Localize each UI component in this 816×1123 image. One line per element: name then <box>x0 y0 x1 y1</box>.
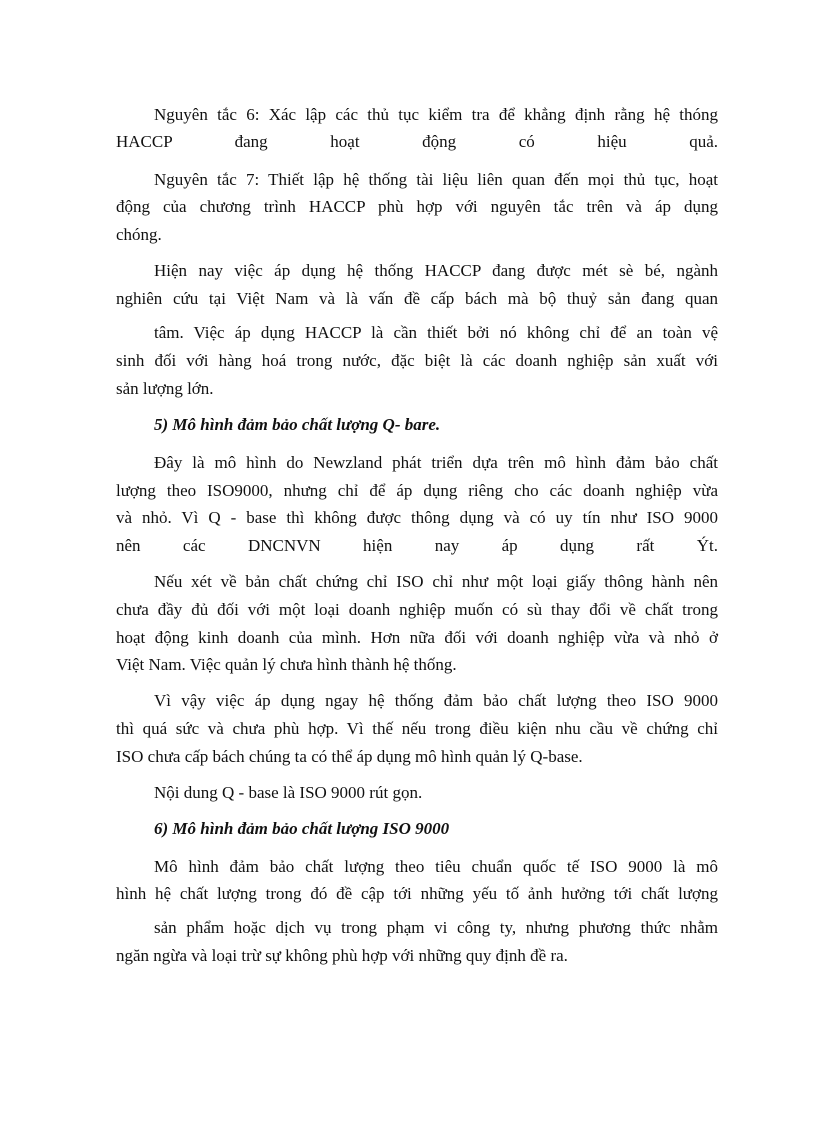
text-line: HACCP đang hoạt động có hiệu quả. <box>116 132 718 151</box>
text-line: sinh đối với hàng hoá trong nước, đặc biệt là các doanh nghiệp sản xuất với <box>116 351 718 370</box>
text-line: Đây là mô hình do Newzland phát triển dựa trên mô hình đảm bảo chất <box>154 453 718 472</box>
text-line: Hiện nay việc áp dụng hệ thống HACCP đang được mét sè bé, ngành <box>154 261 718 280</box>
text-line: chóng. <box>116 225 162 244</box>
text-line: Nguyên tắc 7: Thiết lập hệ thống tài liệu liên quan đến mọi thủ tục, hoạt <box>154 170 718 189</box>
text-line: nên các DNCNVN hiện nay áp dụng rất Ýt. <box>116 536 718 555</box>
text-line: động của chương trình HACCP phù hợp với nguyên tắc trên và áp dụng <box>116 197 718 216</box>
text-line: Mô hình đảm bảo chất lượng theo tiêu chuẩn quốc tế ISO 9000 là mô <box>154 857 718 876</box>
text-line: lượng theo ISO9000, nhưng chỉ để áp dụng riêng cho các doanh nghiệp vừa <box>116 481 718 500</box>
text-line: ngăn ngừa và loại trừ sự không phù hợp với những quy định đề ra. <box>116 946 568 965</box>
text-line: sản lượng lớn. <box>116 379 214 398</box>
text-line: Nội dung Q - base là ISO 9000 rút gọn. <box>154 783 423 802</box>
text-line: hình hệ chất lượng trong đó đề cập tới những yếu tố ảnh hưởng tới chất lượng <box>116 884 718 903</box>
text-line: Việt Nam. Việc quản lý chưa hình thành hệ thống. <box>116 655 457 674</box>
text-line: thì quá sức và chưa phù hợp. Vì thế nếu trong điều kiện nhu cầu về chứng chỉ <box>116 719 718 738</box>
text-line: hoạt động kinh doanh của mình. Hơn nữa đối với doanh nghiệp vừa và nhỏ ở <box>116 628 718 647</box>
text-line: Nếu xét về bản chất chứng chỉ ISO chỉ như một loại giấy thông hành nên <box>154 572 718 591</box>
text-line: sản phẩm hoặc dịch vụ trong phạm vi công ty, nhưng phương thức nhằm <box>154 918 718 937</box>
text-line: Vì vậy việc áp dụng ngay hệ thống đảm bảo chất lượng theo ISO 9000 <box>154 691 718 710</box>
text-line: ISO chưa cấp bách chúng ta có thể áp dụng mô hình quản lý Q-base. <box>116 747 583 766</box>
text-line: Nguyên tắc 6: Xác lập các thủ tục kiểm tra để khẳng định rằng hệ thóng <box>154 105 718 124</box>
text-line: tâm. Việc áp dụng HACCP là cần thiết bởi nó không chỉ để an toàn vệ <box>154 323 718 342</box>
section-heading: 6) Mô hình đảm bảo chất lượng ISO 9000 <box>154 819 450 838</box>
text-line: chưa đầy đủ đối với một loại doanh nghiệp muốn có sù thay đổi về chất trong <box>116 600 718 619</box>
text-line: và nhỏ. Vì Q - base thì không được thông dụng và có uy tín như ISO 9000 <box>116 508 718 527</box>
section-heading: 5) Mô hình đảm bảo chất lượng Q- bare. <box>154 415 441 434</box>
text-line: nghiên cứu tại Việt Nam và là vấn đề cấp bách mà bộ thuỷ sản đang quan <box>116 289 718 308</box>
